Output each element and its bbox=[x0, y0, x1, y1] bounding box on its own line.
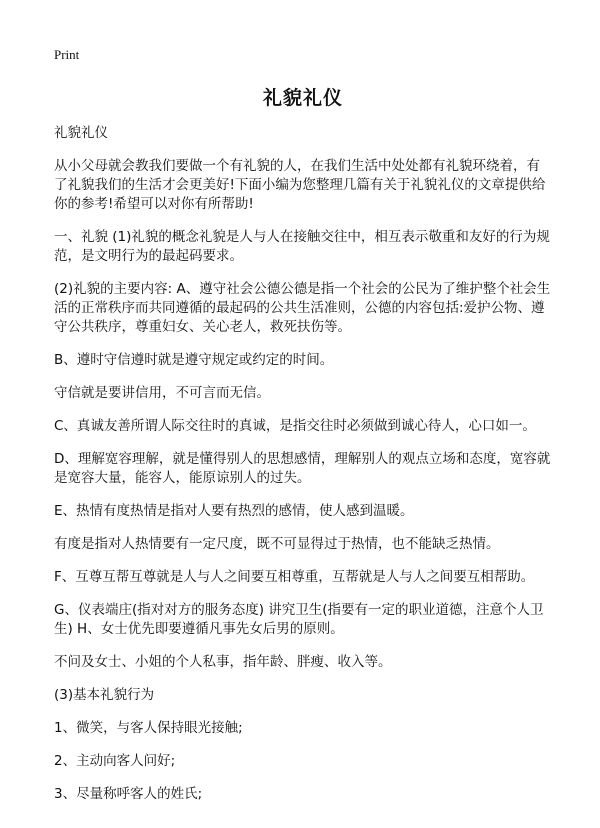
print-link[interactable]: Print bbox=[54, 47, 80, 62]
paragraph: 从小父母就会教我们要做一个有礼貌的人，在我们生活中处处都有礼貌环绕着，有了礼貌我们的生活才会更美好!下面小编为您整理几篇有关于礼貌礼仪的文章提供给你的参考!希望可以对你有所帮助! bbox=[54, 158, 546, 212]
paragraph: 一、礼貌 (1)礼貌的概念礼貌是人与人在接触交往中，相互表示敬重和友好的行为规范，是文明行为的最起码要求。 bbox=[54, 229, 550, 264]
paragraph: 3、尽量称呼客人的姓氏; bbox=[54, 786, 203, 802]
page-title: 礼貌礼仪 bbox=[262, 87, 343, 109]
paragraph: B、遵时守信遵时就是遵守规定或约定的时间。 bbox=[54, 352, 334, 368]
paragraph: 守信就是要讲信用，不可言而无信。 bbox=[54, 385, 270, 401]
article-subtitle: 礼貌礼仪 bbox=[54, 125, 108, 141]
paragraph: G、仪表端庄(指对对方的服务态度) 讲究卫生(指要有一定的职业道德，注意个人卫生) H、女士优先即要遵循凡事先女后男的原则。 bbox=[54, 602, 544, 637]
article-body bbox=[54, 157, 552, 804]
paragraph: C、真诚友善所谓人际交往时的真诚，是指交往时必须做到诚心待人，心口如一。 bbox=[54, 418, 536, 434]
paragraph: 2、主动向客人问好; bbox=[54, 753, 176, 769]
paragraph: 1、微笑，与客人保持眼光接触; bbox=[54, 720, 243, 736]
paragraph: 有度是指对人热情要有一定尺度，既不可显得过于热情，也不能缺乏热情。 bbox=[54, 536, 500, 552]
paragraph: (2)礼貌的主要内容: A、遵守社会公德公德是指一个社会的公民为了维护整个社会生活的正常秩序而共同遵循的最起码的公共生活准则，公德的内容包括:爱护公物、遵守公共秩序，尊重妇女、关心老人，救死扶伤等。 bbox=[54, 281, 551, 335]
paragraph: (3)基本礼貌行为 bbox=[54, 687, 155, 703]
paragraph: 不问及女士、小姐的个人私事，指年龄、胖瘦、收入等。 bbox=[54, 654, 392, 670]
paragraph: E、热情有度热情是指对人要有热烈的感情，使人感到温暖。 bbox=[54, 503, 414, 519]
paragraph: D、理解宽容理解，就是懂得别人的思想感情，理解别人的观点立场和态度，宽容就是宽容大量，能容人，能原谅别人的过失。 bbox=[54, 451, 551, 486]
paragraph: F、互尊互帮互尊就是人与人之间要互相尊重，互帮就是人与人之间要互相帮助。 bbox=[54, 569, 535, 585]
